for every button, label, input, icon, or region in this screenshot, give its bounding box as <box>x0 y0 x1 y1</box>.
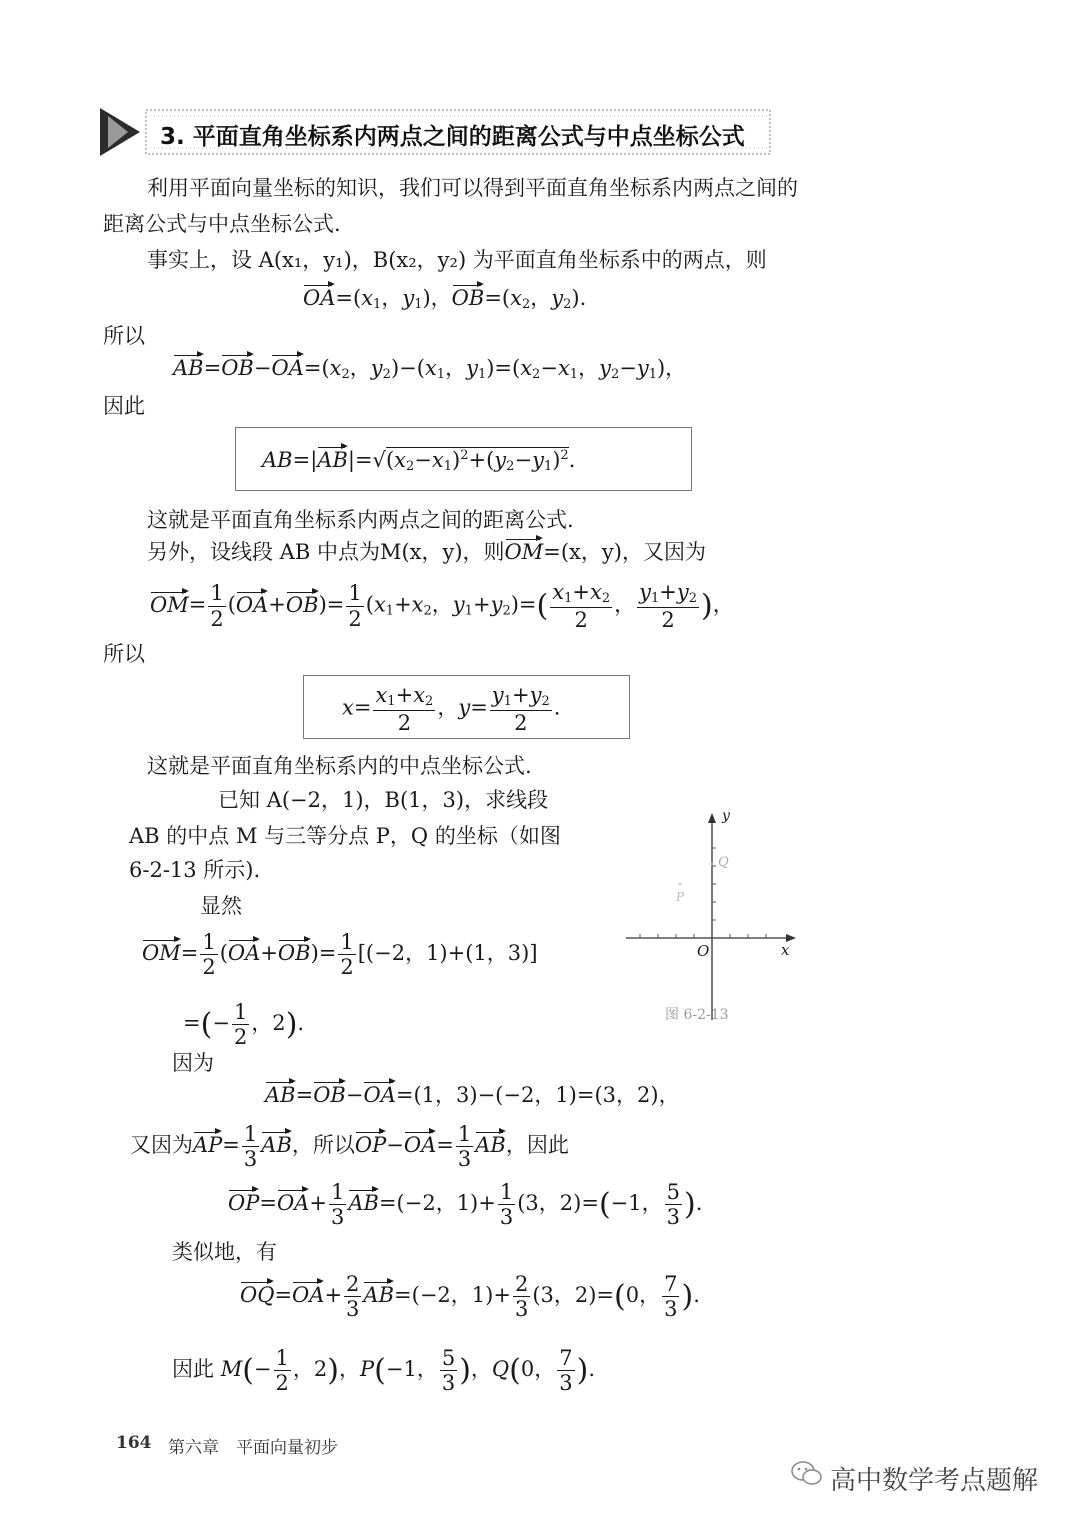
label-so: 所以 <box>103 324 145 348</box>
paragraph-line: 事实上，设 A(x₁，y₁)，B(x₂，y₂) 为平面直角坐标系中的两点，则 <box>147 248 767 272</box>
label-similarly: 类似地，有 <box>172 1240 277 1264</box>
formula-ap-line: 又因为AP= $\frac{1}{3}$ AB，所以OP−OA= $\frac{1}{3}$ AB，因此 <box>130 1122 569 1172</box>
point-q-label: Q <box>718 855 729 870</box>
formula-op: OP=OA+ $\frac{1}{3}$ AB=(−2，1)+ $\frac{1}{3}$ (3，2)=(−1， $\frac{5}{3}$ ). <box>228 1180 703 1230</box>
watermark-text: 高中数学考点题解 <box>830 1466 1039 1496</box>
origin-label: O <box>697 942 710 960</box>
midpoint-intro-line: 另外，设线段 AB 中点为M(x，y)，则OM=(x，y)，又因为 <box>147 540 706 564</box>
page-number: 164 <box>116 1433 152 1453</box>
formula-ab-value: AB=OB−OA=(1，3)−(−2，1)=(3，2)， <box>265 1083 680 1107</box>
paragraph-line: 距离公式与中点坐标公式. <box>103 212 341 236</box>
wechat-icon <box>790 1458 824 1488</box>
y-axis-label: y <box>722 808 730 824</box>
paragraph-line: 这就是平面直角坐标系内两点之间的距离公式. <box>147 508 574 532</box>
label-so-then: ，所以 <box>291 1133 355 1158</box>
formula-om-expansion: OM= $\frac{1}{2}$ (OA+OB)= $\frac{1}{2}$ ($x_1+x_2$，$y_1+y_2)=$( $\frac{x_1+x_2}{2}$ ， $\frac{y_1+y_2}{2}$ )， <box>150 580 734 632</box>
figure-caption: 图 6-2-13 <box>665 1007 729 1023</box>
section-title: 3. 平面直角坐标系内两点之间的距离公式与中点坐标公式 <box>160 124 745 150</box>
midpoint-intro-text: 另外，设线段 AB 中点为M(x，y)，则 <box>147 540 505 564</box>
paragraph-line: 利用平面向量坐标的知识，我们可以得到平面直角坐标系内两点之间的 <box>147 176 798 200</box>
example-line: 6-2-13 所示). <box>129 858 261 882</box>
label-conclusion: 因此 <box>172 1357 214 1382</box>
conclusion-line: 因此 M(− $\frac{1}{2}$ ，2)，P(−1， $\frac{5}{3}$ )，Q(0， $\frac{7}{3}$ ). <box>172 1346 596 1396</box>
label-so: 所以 <box>103 642 145 666</box>
midpoint-formula: x= $\frac{x_1+x_2}{2}$ ，y= $\frac{y_1+y_2}{2}$ . <box>342 683 561 735</box>
example-line: AB 的中点 M 与三等分点 P，Q 的坐标（如图 <box>129 824 561 848</box>
coordinate-figure <box>620 805 800 1025</box>
formula-om-value: OM= $\frac{1}{2}$ (OA+OB)= $\frac{1}{2}$ [(−2，1)+(1，3)] <box>142 930 538 980</box>
label-because: 因为 <box>172 1051 214 1075</box>
distance-formula: $AB=|AB|=√(x_2-x_1)^2+(y_2-y_1)^2$. <box>262 448 576 474</box>
midpoint-intro-tail: =(x，y)，又因为 <box>543 540 706 564</box>
chapter-title: 第六章 平面向量初步 <box>168 1438 338 1458</box>
x-axis-label: x <box>781 941 790 959</box>
formula-oa-ob: $OA=(x_1$，$y_1$)，$OB=(x_2$，$y_2$). <box>303 286 587 312</box>
label-hence: ，因此 <box>505 1133 569 1158</box>
label-obviously: 显然 <box>200 894 242 918</box>
label-also-because: 又因为 <box>130 1133 193 1158</box>
point-p-label: P <box>676 890 685 904</box>
formula-om-result: =(− $\frac{1}{2}$ ，2). <box>183 1000 305 1050</box>
example-line: 已知 A(−2，1)，B(1，3)，求线段 <box>218 788 549 812</box>
formula-ab-difference: $AB=OB-OA=(x_2$，$y_2)-(x_1$，$y_1)=(x_2-x_1$，$y_2-y_1$)， <box>173 356 687 382</box>
label-therefore: 因此 <box>103 394 145 418</box>
formula-oq: OQ=OA+ $\frac{2}{3}$ AB=(−2，1)+ $\frac{2}{3}$ (3，2)=(0， $\frac{7}{3}$ ). <box>240 1272 700 1322</box>
paragraph-line: 这就是平面直角坐标系内的中点坐标公式. <box>147 754 532 778</box>
